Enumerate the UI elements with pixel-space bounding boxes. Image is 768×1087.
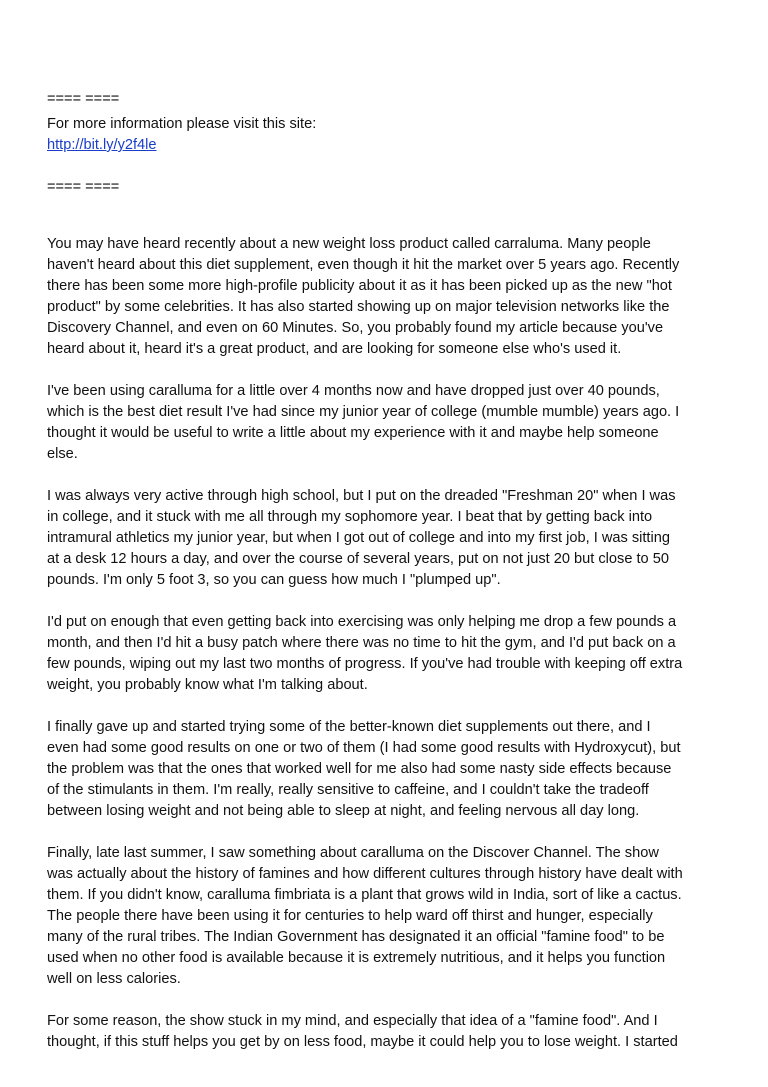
- paragraph-line: the problem was that the ones that worked well for me also had some nasty side effects because: [47, 761, 672, 777]
- paragraph-line: was actually about the history of famines and how different cultures through history have dealt with: [47, 866, 683, 882]
- paragraph-line: You may have heard recently about a new weight loss product called carraluma. Many people: [47, 236, 651, 252]
- paragraph-line: thought it would be useful to write a little about my experience with it and maybe help someone: [47, 425, 659, 441]
- paragraph-line: The people there have been using it for centuries to help ward off thirst and hunger, especially: [47, 908, 653, 924]
- paragraph-line: them. If you didn't know, caralluma fimbriata is a plant that grows wild in India, sort of like a cactus.: [47, 887, 682, 903]
- paragraph-line: of the stimulants in them. I'm really, really sensitive to caffeine, and I couldn't take the tradeoff: [47, 782, 649, 798]
- paragraph-4: [47, 612, 737, 696]
- paragraph-line: product" by some celebrities. It has also started showing up on major television networks like the: [47, 299, 670, 315]
- paragraph-line: I finally gave up and started trying some of the better-known diet supplements out there, and I: [47, 719, 651, 735]
- paragraph-5: [47, 717, 737, 822]
- paragraph-line: I'd put on enough that even getting back into exercising was only helping me drop a few pounds a: [47, 614, 677, 630]
- paragraph-1: [47, 234, 737, 360]
- paragraph-7: [47, 1011, 737, 1053]
- paragraph-line: I've been using caralluma for a little over 4 months now and have dropped just over 40 pounds,: [47, 383, 660, 399]
- article-body: [47, 234, 737, 1074]
- paragraph-line: few pounds, wiping out my last two months of progress. If you've had trouble with keeping off extra: [47, 656, 683, 672]
- paragraph-line: heard about it, heard it's a great product, and are looking for someone else who's used it.: [47, 341, 622, 357]
- paragraph-line: many of the rural tribes. The Indian Government has designated it an official "famine food" to be: [47, 929, 665, 945]
- paragraph-line: haven't heard about this diet supplement, even though it hit the market over 5 years ago. Recently: [47, 257, 680, 273]
- paragraph-line: which is the best diet result I've had since my junior year of college (mumble mumble) years ago. I: [47, 404, 680, 420]
- paragraph-line: For some reason, the show stuck in my mind, and especially that idea of a "famine food". And I: [47, 1013, 658, 1029]
- paragraph-line: between losing weight and not being able to sleep at night, and feeling nervous all day long.: [47, 803, 640, 819]
- paragraph-line: I was always very active through high school, but I put on the dreaded "Freshman 20" when I was: [47, 488, 676, 504]
- paragraph-line: weight, you probably know what I'm talking about.: [47, 677, 368, 693]
- paragraph-line: Finally, late last summer, I saw something about caralluma on the Discover Channel. The show: [47, 845, 659, 861]
- info-link[interactable]: http://bit.ly/y2f4le: [47, 137, 157, 153]
- paragraph-line: at a desk 12 hours a day, and over the course of several years, put on not just 20 but close to 50: [47, 551, 669, 567]
- paragraph-line: thought, if this stuff helps you get by on less food, maybe it could help you to lose weight. I started: [47, 1034, 678, 1050]
- paragraph-line: else.: [47, 446, 78, 462]
- paragraph-line: there has been some more high-profile publicity about it as it has been picked up as the new "hot: [47, 278, 672, 294]
- paragraph-line: used when no other food is available because it is extremely nutritious, and it helps you function: [47, 950, 666, 966]
- paragraph-line: well on less calories.: [47, 971, 181, 987]
- separator-bottom: ==== ====: [47, 179, 120, 195]
- info-text: For more information please visit this site:: [47, 116, 317, 132]
- paragraph-line: in college, and it stuck with me all through my sophomore year. I beat that by getting back into: [47, 509, 653, 525]
- paragraph-line: month, and then I'd hit a busy patch where there was no time to hit the gym, and I'd put back on a: [47, 635, 676, 651]
- paragraph-line: pounds. I'm only 5 foot 3, so you can guess how much I "plumped up".: [47, 572, 501, 588]
- paragraph-line: Discovery Channel, and even on 60 Minutes. So, you probably found my article because you've: [47, 320, 664, 336]
- paragraph-line: even had some good results on one or two of them (I had some good results with Hydroxycut), but: [47, 740, 681, 756]
- separator-top: ==== ====: [47, 91, 120, 107]
- paragraph-3: [47, 486, 737, 591]
- paragraph-line: intramural athletics my junior year, but when I got out of college and into my first job, I was sitting: [47, 530, 670, 546]
- paragraph-6: [47, 843, 737, 990]
- paragraph-2: [47, 381, 737, 465]
